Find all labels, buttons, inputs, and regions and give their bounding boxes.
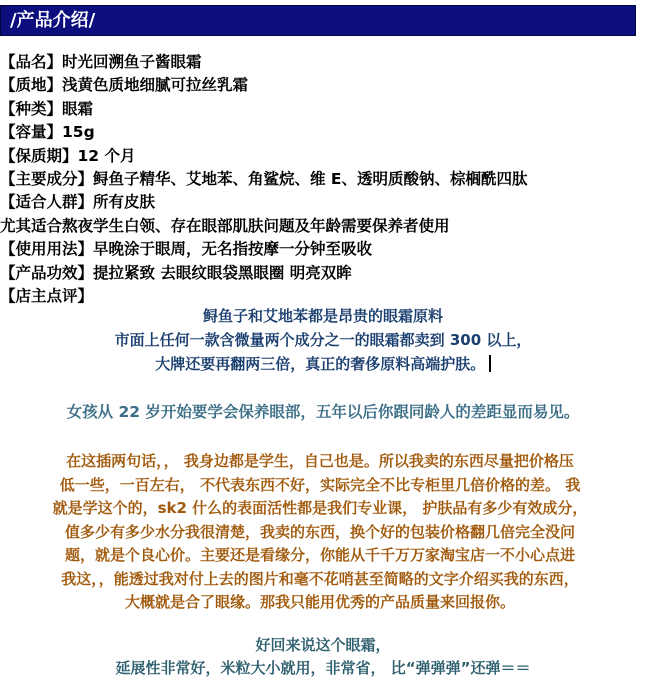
product-spec-list [0, 51, 646, 308]
lead-line: 市面上任何一款含微量两个成分之一的眼霜都卖到 300 以上， [114, 331, 532, 349]
section-title: /产品介绍/ [10, 10, 96, 31]
closing-line: 好回来说这个眼霜， [255, 636, 391, 654]
story-line: 我这，，能透过我对付上去的图片和毫不花哨甚至简略的文字介绍买我的东西， [61, 569, 579, 588]
closing-paragraph [0, 634, 646, 680]
text-cursor [489, 355, 491, 372]
spec-line-name [0, 51, 646, 74]
spec-value: 早晚涂于眼周，无名指按摩一分钟至吸收 [93, 240, 373, 259]
closing-line: 延展性非常好，米粒大小就用，非常省， 比“弹弹弹”还弹＝＝ [115, 659, 531, 677]
spec-value: 提拉紧致 去眼纹眼袋黑眼圈 明亮双眸 [93, 263, 352, 282]
section-header-bar [0, 5, 636, 36]
spec-label: 【主要成分】 [0, 169, 94, 188]
story-line: 低一些，一百左右， 不代表东西不好，实际完全不比专柜里几倍价格的差。 我 [59, 475, 581, 494]
spec-label: 【店主点评】 [0, 286, 94, 305]
spec-line-texture [0, 74, 646, 97]
spec-value: 12 个月 [77, 146, 136, 165]
spec-value: 浅黄色质地细腻可拉丝乳霜 [62, 76, 249, 95]
spec-line-ingredients [0, 168, 646, 191]
spec-label: 【容量】 [0, 123, 63, 142]
spec-label: 【产品功效】 [0, 263, 94, 282]
spec-line-shelf-life [0, 145, 646, 168]
spec-label: 【适合人群】 [0, 193, 94, 212]
spec-label: 【种类】 [0, 99, 63, 118]
owner-story-paragraph [0, 450, 640, 615]
spec-line-efficacy [0, 262, 646, 285]
story-line: 大概就是合了眼缘。那我只能用优秀的产品质量来回报你。 [124, 593, 515, 611]
lead-line-text: 大牌还要再翻两三倍，真正的奢侈原料高端护肤。 [155, 355, 486, 373]
spec-label: 【保质期】 [0, 146, 78, 165]
story-line: 就是学这个的，sk2 什么的表面活性都是我们专业课， 护肤品有多少有效成分， [52, 499, 588, 517]
spec-value: 眼霜 [62, 99, 94, 118]
spec-value: 鲟鱼子精华、艾地苯、角鲨烷、维 E、透明质酸钠、棕榈酰四肽 [93, 169, 528, 188]
spec-value: 时光回溯鱼子酱眼霜 [62, 53, 202, 71]
story-line: 题，就是个良心价。主要还是看缘分，你能从千千万万家淘宝店一不小心点进 [64, 546, 575, 564]
spec-label: 【品名】 [0, 53, 63, 71]
spec-line-audience-detail [0, 215, 646, 238]
spec-value: 15g [62, 123, 95, 142]
review-lead-paragraph [0, 304, 646, 376]
spec-value: 所有皮肤 [93, 193, 156, 212]
spec-line-volume [0, 121, 646, 144]
story-line: 在这插两句话，， 我身边都是学生，自己也是。所以我卖的东西尽量把价格压 [66, 452, 574, 470]
spec-line-usage [0, 238, 646, 261]
lead-line: 鲟鱼子和艾地苯都是昂贵的眼霜原料 [202, 307, 443, 325]
spec-line-type [0, 98, 646, 121]
story-line: 值多少有多少水分我很清楚，我卖的东西，换个好的包装价格翻几倍完全没问 [64, 522, 575, 541]
spec-label: 【使用用法】 [0, 240, 94, 259]
spec-value: 尤其适合熬夜学生白领、存在眼部肌肤问题及年龄需要保养者使用 [0, 216, 450, 235]
spec-label: 【质地】 [0, 76, 63, 95]
review-age-note: 女孩从 22 岁开始要学会保养眼部，五年以后你跟同龄人的差距显而易见。 [66, 403, 580, 421]
lead-line-with-cursor [0, 352, 646, 376]
spec-line-audience [0, 191, 646, 214]
